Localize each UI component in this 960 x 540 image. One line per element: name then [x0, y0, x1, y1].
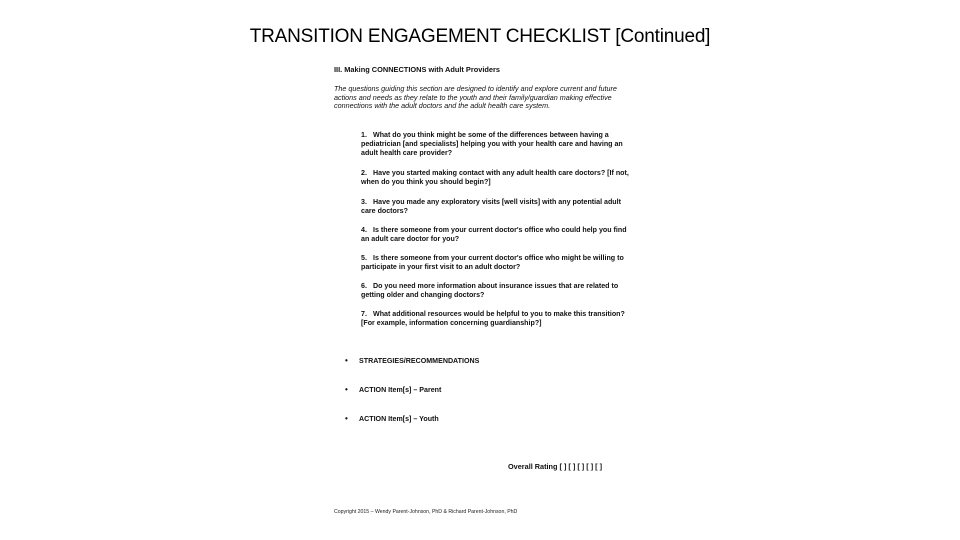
- bullet-label: ACTION Item[s] – Youth: [359, 415, 439, 423]
- bullet-label: ACTION Item[s] – Parent: [359, 386, 442, 394]
- bullet-action-parent: [345, 385, 441, 394]
- bullet-strategies: [345, 356, 479, 365]
- question-number: 2.: [361, 169, 367, 177]
- bullet-dot-icon: •: [345, 385, 348, 394]
- question-text: What do you think might be some of the differences between having a pediatrician [and specialists] helping you with your health care and having an adult health care provider?: [361, 131, 623, 158]
- question-item: [361, 226, 629, 244]
- question-text: What additional resources would be helpful to you to make this transition? [For example, information concerning guardianship?]: [361, 310, 625, 328]
- question-text: Do you need more information about insurance issues that are related to getting older and changing doctors?: [361, 282, 619, 300]
- question-item: [361, 131, 629, 159]
- question-number: 3.: [361, 198, 367, 206]
- overall-rating: Overall Rating [ ] [ ] [ ] [ ] [ ]: [508, 462, 603, 471]
- question-text: Is there someone from your current doctor's office who could help you find an adult care doctor for you?: [361, 226, 627, 244]
- question-number: 4.: [361, 226, 367, 234]
- question-text: Is there someone from your current doctor's office who might be willing to participate in your first visit to an adult doctor?: [361, 254, 624, 272]
- section-intro: The questions guiding this section are designed to identify and explore current and future actions and needs as they relate to the youth and their family/guardian making effective connections with the adult doctors and the adult health care system.: [334, 84, 617, 111]
- bullet-dot-icon: •: [345, 356, 348, 365]
- question-number: 7.: [361, 310, 367, 318]
- bullet-action-youth: [345, 414, 439, 423]
- bullet-label: STRATEGIES/RECOMMENDATIONS: [359, 357, 480, 365]
- question-item: [361, 310, 629, 328]
- question-item: [361, 282, 629, 300]
- checklist-document-page: [334, 64, 634, 524]
- bullet-dot-icon: •: [345, 414, 348, 423]
- question-item: [361, 198, 629, 216]
- copyright-notice: Copyright 2015 – Wendy Parent-Johnson, PhD & Richard Parent-Johnson, PhD: [334, 509, 518, 515]
- question-item: [361, 254, 629, 272]
- question-item: [361, 169, 629, 187]
- question-text: Have you started making contact with any adult health care doctors? [If not, when do you think you should begin?]: [361, 169, 629, 187]
- question-number: 6.: [361, 282, 367, 290]
- question-number: 1.: [361, 131, 367, 139]
- slide-title: TRANSITION ENGAGEMENT CHECKLIST [Continued]: [249, 26, 711, 47]
- section-heading: III. Making CONNECTIONS with Adult Providers: [334, 65, 501, 74]
- question-text: Have you made any exploratory visits [well visits] with any potential adult care doctors?: [361, 198, 621, 216]
- question-number: 5.: [361, 254, 367, 262]
